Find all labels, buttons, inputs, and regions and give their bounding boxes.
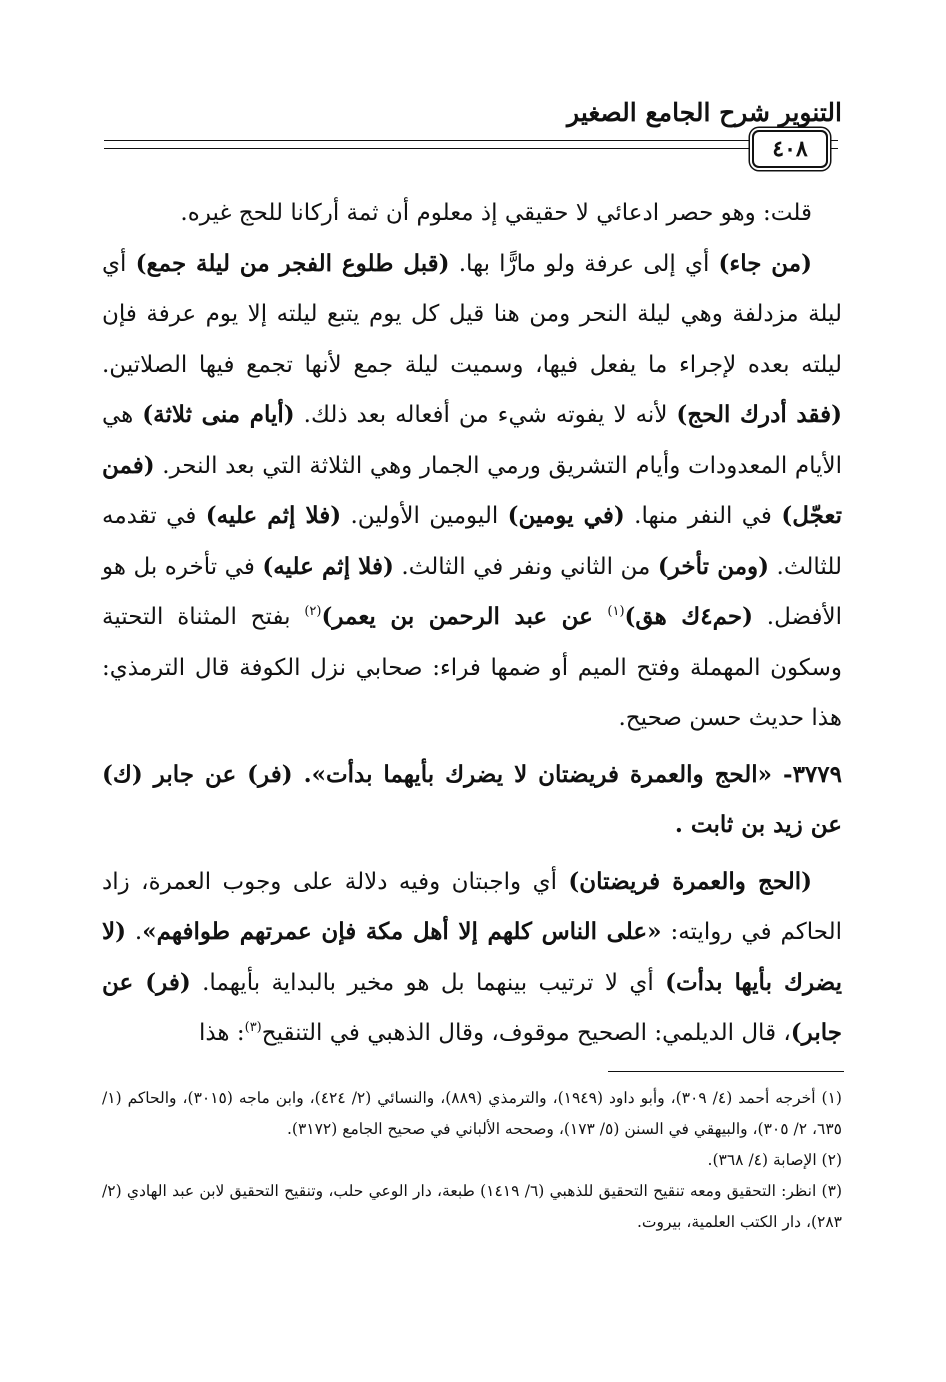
footnote-3: (٣) انظر: التحقيق ومعه تنقيح التحقيق للذهبي (٦/ ١٤١٩) طبعة، دار الوعي حلب، وتنقيح التحقيق لابن عبد الهادي (٢/ ٢٨٣)، دار الكتب العلمية، بيروت. — [102, 1182, 842, 1231]
page-number-badge — [752, 130, 828, 168]
paragraph-4: (الحج والعمرة فريضتان) أي واجبتان وفيه دلالة على وجوب العمرة، زاد الحاكم في روايته: «على الناس كلهم إلا أهل مكة فإن عمرتهم طوافهم». (لا يضرك بأيها بدأت) أي لا ترتيب بينهما بل هو مخير بالبداية بأيهما. (فر) عن جابر)، قال الديلمي: الصحيح موقوف، وقال الذهبي في التنقيح$^{(٣)}$: هذا — [102, 867, 843, 1046]
running-title: التنوير شرح الجامع الصغير — [567, 98, 842, 127]
footnote-ref-1[interactable]: (١) — [607, 604, 625, 619]
footnote-1: (١) أخرجه أحمد (٤/ ٣٠٩)، وأبو داود (١٩٤٩)، والترمذي (٨٨٩)، والنسائي (٢/ ٤٢٤)، وابن ماجه (٣٠١٥)، والحاكم (١/ ٦٣٥، ٢/ ٣٠٥)، والبيهقي في السنن (٥/ ١٧٣)، وصححه الألباني في صحيح الجامع (٣١٧٢). — [102, 1089, 842, 1138]
paragraph-2: (من جاء) أي إلى عرفة ولو مارًّا بها. (قبل طلوع الفجر من ليلة جمع) أي ليلة مزدلفة وهي ليلة النحر ومن هنا قيل كل يوم يتبع ليلته إلا يوم عرفة فإن ليلته بعده لإجراء ما يفعل فيها، وسميت ليلة جمع لأنها تجمع فيها الصلاتين. (فقد أدرك الحج) لأنه لا يفوته شيء من أفعاله بعد ذلك. (أيام منى ثلاثة) هي الأيام المعدودات وأيام التشريق ورمي الجمار وهي الثلاثة التي بعد النحر. (فمن تعجّل) في النفر منها. (في يومين) اليومين الأولين. (فلا إثم عليه) في تقدمه للثالث. (ومن تأخر) من الثاني ونفر في الثالث. (فلا إثم عليه) في تأخره بل هو الأفضل. (حم٤ك هق)$^{(١)}$ عن عبد الرحمن بن يعمر)$^{(٢)}$ بفتح المثناة التحتية وسكون المهملة وفتح الميم أو ضمها فراء: صحابي نزل الكوفة قال الترمذي: هذا حديث حسن صحيح. — [102, 249, 842, 731]
main-text — [102, 188, 842, 1059]
footnote-ref-2[interactable]: (٢) — [304, 604, 322, 619]
paragraph-1: قلت: وهو حصر ادعائي لا حقيقي إذ معلوم أن ثمة أركانا للحج غيره. — [180, 200, 812, 226]
footnote-separator — [608, 1071, 844, 1072]
footnotes — [102, 1083, 842, 1238]
hadith-3779: ٣٧٧٩- «الحج والعمرة فريضتان لا يضرك بأيهما بدأت». (فر) عن جابر (ك) عن زيد بن ثابت . — [102, 760, 842, 838]
page-number: ٤٠٨ — [772, 136, 808, 162]
header-double-rule — [104, 140, 751, 149]
footnote-ref-3[interactable]: (٣) — [244, 1020, 262, 1035]
footnote-2: (٢) الإصابة (٤/ ٣٦٨). — [707, 1151, 842, 1169]
